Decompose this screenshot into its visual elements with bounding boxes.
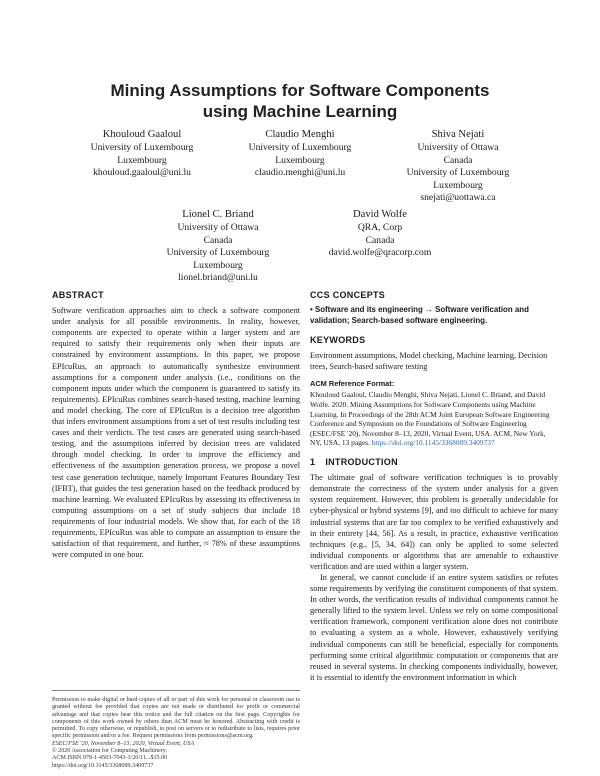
author-affiliation-2: University of Luxembourg	[406, 167, 510, 179]
permission-text: Permission to make digital or hard copies of all or part of this work for personal or classroom use is granted without fee provided that copies are not made or distributed for profit or commercial advantage and that copies bear this notice and the full citation on the first page. Copyrights for components of this work owned by others than ACM must be honored. Abstracting with credit is permitted. To copy otherwise, or republish, to post on servers or to redistribute to lists, requires prior specific permission and/or a fee. Request permissions from permissions@acm.org.	[52, 697, 300, 740]
section-number: 1	[310, 457, 316, 468]
author-name: Claudio Menghi	[265, 129, 335, 140]
author-4	[133, 209, 303, 284]
ccs-heading: CCS CONCEPTS	[310, 290, 386, 300]
paper-title	[0, 80, 600, 122]
author-affiliation-2: University of Luxembourg	[166, 247, 270, 259]
author-email[interactable]: khouloud.gaaloul@uni.lu	[93, 167, 191, 179]
author-country-2: Luxembourg	[193, 259, 243, 271]
author-affiliation: University of Ottawa	[177, 222, 259, 234]
acm-ref-text: Khouloud Gaaloul, Claudio Menghi, Shiva Nejati, Lionel C. Briand, and David Wolfe. 2020. Mining Assumptions for Software Components using Machine Learning. In Proceedings of the 28th ACM Joint European Software Engineering Conference and Symposium on the Foundations of Software Engineering (ESEC/FSE '20), November 8–13, 2020, Virtual Event, USA. ACM, New York, NY, USA, 13 pages.	[310, 390, 550, 448]
author-country: Luxembourg	[117, 154, 167, 166]
author-country-2: Luxembourg	[433, 179, 483, 191]
keywords-heading: KEYWORDS	[310, 335, 366, 346]
author-name: Khouloud Gaaloul	[102, 129, 182, 140]
permission-doi-link[interactable]: https://doi.org/10.1145/3368089.3409737	[52, 762, 154, 769]
title-line-1: Mining Assumptions for Software Components	[110, 81, 490, 100]
intro-heading	[310, 457, 558, 468]
acm-ref-doi-link[interactable]: https://doi.org/10.1145/3368089.3409737	[371, 438, 495, 448]
ccs-concepts: • Software and its engineering → Software verification and validation; Search-based software engineering.	[310, 305, 529, 325]
isbn-line: ACM ISBN 978-1-4503-7043-1/20/11...$15.00	[52, 755, 168, 762]
permission-notice	[52, 690, 300, 770]
section-title: INTRODUCTION	[325, 457, 398, 468]
abstract-text: Software verification approaches aim to check a software component under analysis for all possible environments. In reality, however, components are expected to operate within a larger system and are required to satisfy their requirements only when their inputs are constrained by environment assumptions. In this paper, we propose EPIcuRus, an approach to automatically synthesize environment assumptions for a component under analysis (i.e., conditions on the component inputs under which the component is guaranteed to satisfy its requirements). EPIcuRus combines search-based testing, machine learning and model checking. The core of EPIcuRus is a decision tree algorithm that infers environment assumptions from a set of test results including test cases and their verdicts. The test cases are generated using search-based testing, and the assumptions inferred by decision trees are validated through model checking. In order to improve the efficiency and effectiveness of the assumption generation process, we propose a novel test case generation technique, namely Important Features Boundary Test (IFBT), that guides the test generation based on the feedback produced by machine learning. We evaluated EPIcuRus by assessing its effectiveness in computing assumptions on a set of study subjects that include 18 requirements of four industrial models. We show that, for each of the 18 requirements, EPIcuRus was able to compute an assumption to ensure the satisfaction of that requirement, and further, ≈ 78% of these assumptions were computed in one hour.	[52, 306, 300, 560]
author-email[interactable]: claudio.menghi@uni.lu	[254, 167, 346, 179]
author-email[interactable]: snejati@uottawa.ca	[420, 192, 496, 204]
author-country: Canada	[365, 234, 395, 246]
right-column	[310, 290, 558, 683]
acm-reference	[310, 390, 558, 448]
author-email[interactable]: david.wolfe@qracorp.com	[328, 247, 432, 259]
venue-line: ESEC/FSE '20, November 8–13, 2020, Virtual Event, USA	[52, 740, 195, 747]
author-3	[373, 129, 543, 204]
author-email[interactable]: lionel.briand@uni.lu	[178, 272, 258, 284]
intro-paragraph-1: The ultimate goal of software verification techniques is to provably demonstrate the correctness of the system under analysis for a given system requirement. However, this problem is generally undecidable for cyber-physical or hybrid systems [9], and too difficult to achieve for many industrial systems that are far too complex to be verified exhaustively and in their entirety [44, 56]. As a result, in practice, exhaustive verification techniques (e.g., [5, 34, 64]) can only be applied to some selected individual components or algorithms that are amenable to exhaustive verification and are used within a larger system.	[310, 473, 558, 571]
title-line-2: using Machine Learning	[202, 102, 398, 121]
acm-ref-heading: ACM Reference Format:	[310, 379, 395, 389]
author-name: Shiva Nejati	[431, 129, 485, 140]
author-name: David Wolfe	[353, 209, 407, 220]
keywords-text: Environment assumptions, Model checking, Machine learning, Decision trees, Search-based software testing	[310, 351, 548, 372]
left-column	[52, 290, 300, 560]
author-1	[57, 129, 227, 180]
abstract-heading: ABSTRACT	[52, 290, 104, 300]
author-5	[295, 209, 465, 260]
copyright-line: © 2020 Association for Computing Machinery.	[52, 748, 167, 755]
author-name: Lionel C. Briand	[182, 209, 254, 220]
author-2	[215, 129, 385, 180]
author-country: Canada	[443, 154, 473, 166]
author-country: Canada	[203, 234, 233, 246]
author-affiliation: University of Luxembourg	[90, 142, 194, 154]
author-affiliation: QRA, Corp	[357, 222, 403, 234]
author-affiliation: University of Luxembourg	[248, 142, 352, 154]
author-country: Luxembourg	[275, 154, 325, 166]
author-affiliation: University of Ottawa	[417, 142, 499, 154]
intro-paragraph-2: In general, we cannot conclude if an entire system satisfies or refutes some requirements by verifying the constituent components of that system. In other words, the verification results of individual components cannot be generally lifted to the system level. Unless we rely on some compositional verification framework, component verification alone does not contribute to evaluating a system as a whole. However, exhaustively verifying individual components can still be beneficial, especially for components performing some critical algorithmic computation or components that are reused in several systems. In checking components individually, however, it is essential to identify the environment information in which	[310, 572, 558, 682]
